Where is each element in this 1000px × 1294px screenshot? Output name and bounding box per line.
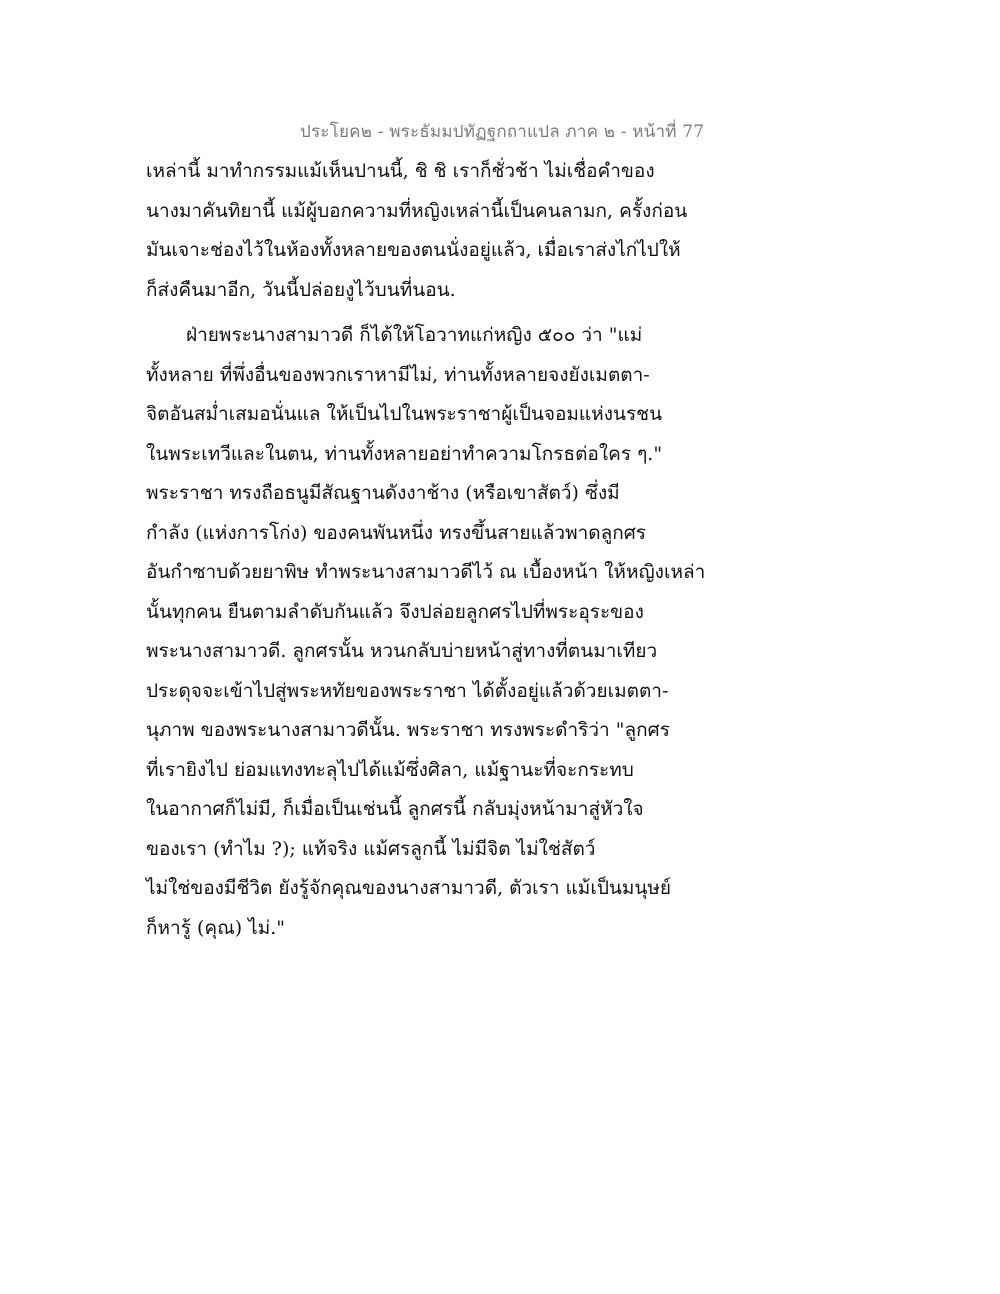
text-line: นั้นทุกคน ยืนตามลำดับกันแล้ว จึงปล่อยลูกศรไปที่พระอุระของ	[146, 600, 644, 623]
text-line: จิตอันสม่ำเสมอนั่นแล ให้เป็นไปในพระราชาผู้เป็นจอมแห่งนรชน	[146, 403, 663, 425]
text-line: ประดุจจะเข้าไปสู่พระหทัยของพระราชา ได้ตั้งอยู่แล้วด้วยเมตตา-	[146, 679, 669, 702]
text-line: นางมาคันทิยานี้ แม้ผู้บอกความที่หญิงเหล่านี้เป็นคนลามก, ครั้งก่อน	[146, 199, 688, 222]
text-line: มันเจาะช่องไว้ในห้องทั้งหลายของตนนั่งอยู่แล้ว, เมื่อเราส่งไก่ไปให้	[146, 239, 681, 261]
text-line: ในพระเทวีและในตน, ท่านทั้งหลายอย่าทำความโกรธต่อใคร ๆ."	[146, 442, 663, 465]
text-line: ในอากาศก็ไม่มี, ก็เมื่อเป็นเช่นนี้ ลูกศรนี้ กลับมุ่งหน้ามาสู่หัวใจ	[146, 798, 644, 820]
body-text	[146, 152, 726, 948]
text-line: ทั้งหลาย ที่พึ่งอื่นของพวกเราหามีไม่, ท่านทั้งหลายจงยังเมตตา-	[146, 363, 650, 386]
running-header: ประโยค๒ - พระธัมมปทัฏฐกถาแปล ภาค ๒ - หน้าที่ 77	[300, 122, 705, 142]
text-line: ไม่ใช่ของมีชีวิต ยังรู้จักคุณของนางสามาวดี, ตัวเรา แม้เป็นมนุษย์	[146, 877, 672, 899]
text-line: นุภาพ ของพระนางสามาวดีนั้น. พระราชา ทรงพระดำริว่า "ลูกศร	[146, 719, 670, 741]
text-line: อันกำซาบด้วยยาพิษ ทำพระนางสามาวดีไว้ ณ เบื้องหน้า ให้หญิงเหล่า	[146, 561, 706, 583]
text-line: พระนางสามาวดี. ลูกศรนั้น หวนกลับบ่ายหน้าสู่ทางที่ตนมาเทียว	[146, 640, 658, 662]
text-line: พระราชา ทรงถือธนูมีสัณฐานดังงาช้าง (หรือเขาสัตว์) ซึ่งมี	[146, 482, 620, 504]
text-line: กำลัง (แห่งการโก่ง) ของคนพันหนึ่ง ทรงขึ้นสายแล้วพาดลูกศร	[146, 521, 647, 544]
text-line: ก็หารู้ (คุณ) ไม่."	[146, 916, 286, 939]
text-line: เหล่านี้ มาทำกรรมแม้เห็นปานนี้, ชิ ชิ เราก็ชั่วช้า ไม่เชื่อคำของ	[146, 160, 655, 182]
text-line: ที่เรายิงไป ย่อมแทงทะลุไปได้แม้ซึ่งศิลา, แม้ฐานะที่จะกระทบ	[146, 758, 634, 781]
text-line: ของเรา (ทำไม ?); แท้จริง แม้ศรลูกนี้ ไม่มีจิต ไม่ใช่สัตว์	[146, 837, 596, 860]
text-line: ฝ่ายพระนางสามาวดี ก็ได้ให้โอวาทแก่หญิง ๕๐๐ ว่า "แม่	[186, 324, 643, 346]
text-line: ก็ส่งคืนมาอีก, วันนี้ปล่อยงูไว้บนที่นอน.	[146, 278, 456, 301]
